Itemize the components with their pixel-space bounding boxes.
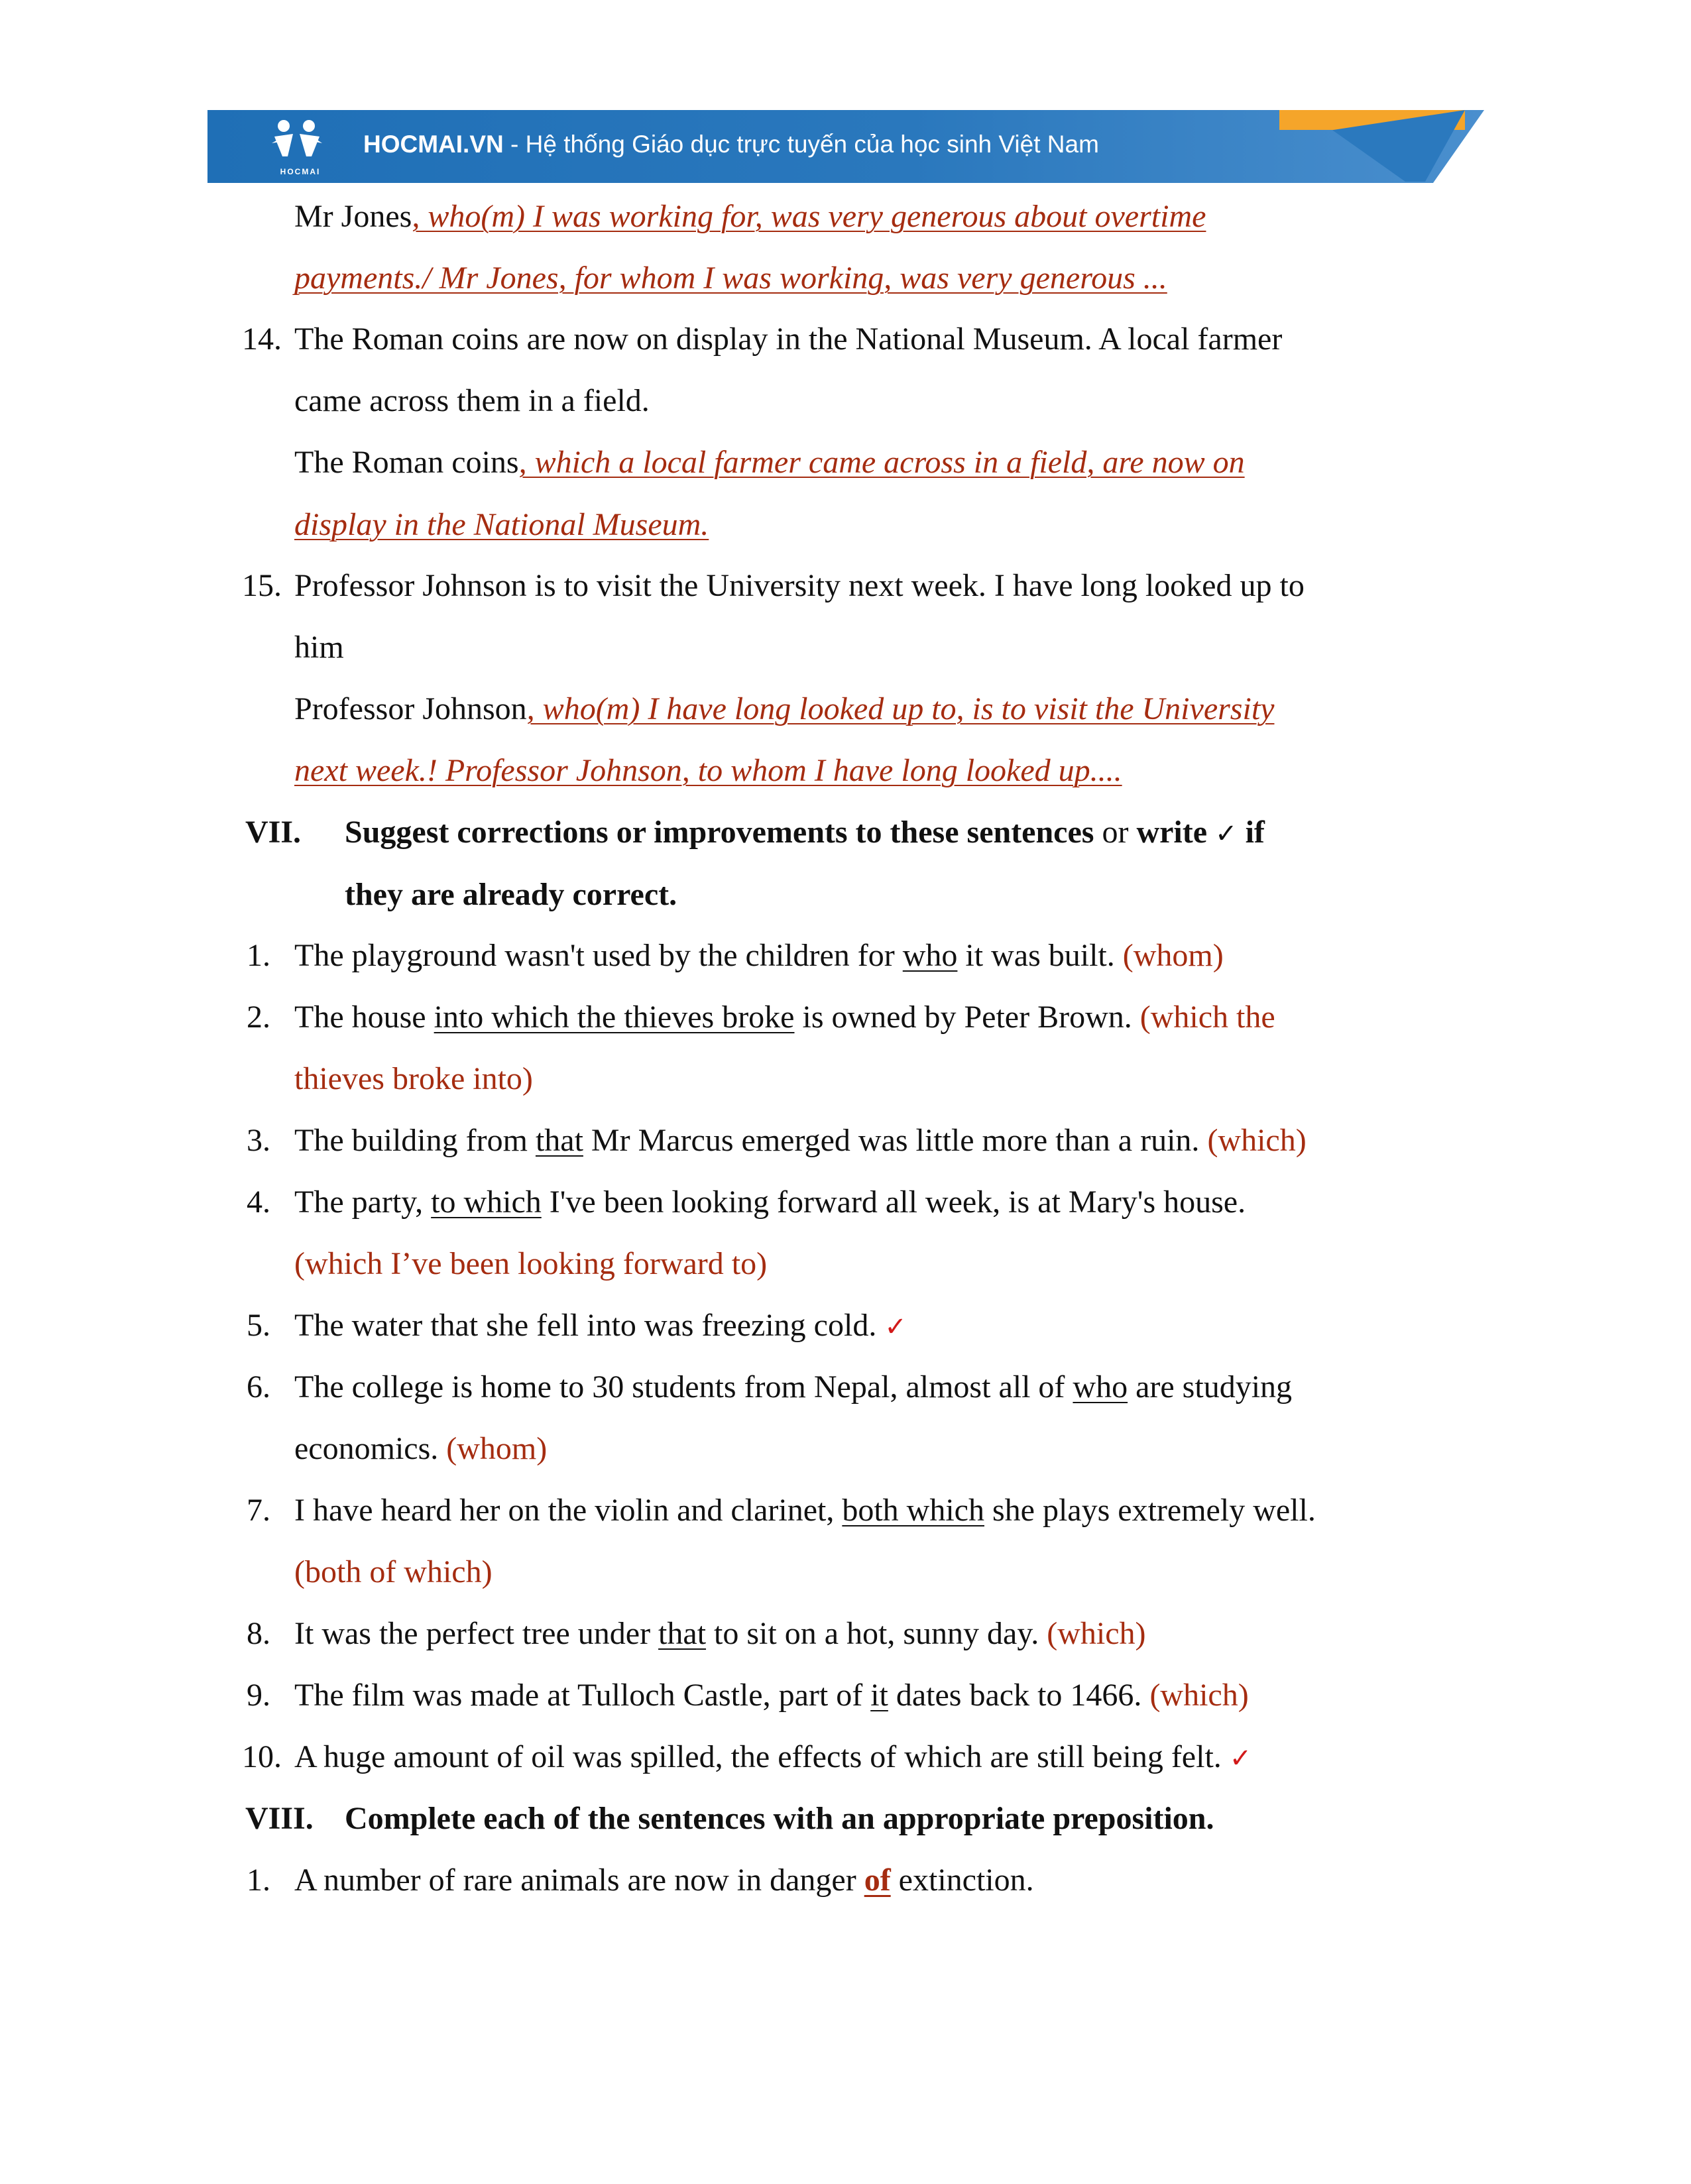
s7-item4-underlined: to which	[431, 1184, 542, 1220]
section7-title-line2: they are already correct.	[345, 877, 677, 912]
s7-item8-number: 8.	[247, 1616, 270, 1651]
section8-title: Complete each of the sentences with an appropriate preposition.	[345, 1801, 1214, 1836]
s7-item6-text-post: are studying	[1128, 1369, 1293, 1405]
s7-item4-text: The party,	[294, 1184, 432, 1220]
s8-item1-answer: of	[864, 1863, 891, 1898]
s7-item7-text: I have heard her on the violin and clarinet,	[294, 1493, 843, 1528]
item15-answer-line1	[294, 691, 1274, 728]
s7-item9-text: The film was made at Tulloch Castle, part of	[294, 1678, 871, 1713]
s7-item7-number: 7.	[247, 1493, 270, 1528]
item13-answer1: , who(m) I was working for, was very generous about overtime	[412, 199, 1206, 234]
s7-item6-text: The college is home to 30 students from Nepal, almost all of	[294, 1369, 1073, 1405]
item15-lead: Professor Johnson	[294, 691, 527, 726]
item14-question1: The Roman coins are now on display in the National Museum. A local farmer	[294, 321, 1283, 357]
s7-item9-number: 9.	[247, 1678, 270, 1713]
s7-item2-answer: (which the	[1139, 1000, 1275, 1035]
s7-item5-number: 5.	[247, 1308, 270, 1343]
s7-item3-text-post: Mr Marcus emerged was little more than a ruin.	[583, 1123, 1208, 1158]
s7-item10	[294, 1739, 1252, 1777]
s8-item1-number: 1.	[247, 1863, 270, 1898]
s7-item1-text: The playground wasn't used by the children for	[294, 938, 903, 973]
checkmark-icon: ✓	[1229, 1743, 1252, 1774]
s7-item6-cont	[294, 1430, 547, 1467]
s7-item1-underlined: who	[902, 938, 958, 973]
item13-answer2: payments./ Mr Jones, for whom I was working, was very generous ...	[294, 260, 1167, 296]
s7-item10-number: 10.	[242, 1739, 282, 1774]
s7-item7-text-post: she plays extremely well.	[984, 1493, 1316, 1528]
s7-item9-underlined: it	[870, 1678, 888, 1713]
s7-item8-underlined: that	[658, 1616, 707, 1651]
s7-item8	[294, 1615, 1146, 1652]
item14-answer-line2	[294, 506, 709, 544]
s7-item1-text-post: it was built.	[957, 938, 1123, 973]
s7-item1-answer: (whom)	[1122, 938, 1224, 973]
s7-item7	[294, 1492, 1316, 1529]
s7-item9-text-post: dates back to 1466.	[888, 1678, 1150, 1713]
logo-text: HOCMAI	[280, 167, 321, 176]
section7-title-write: write	[1136, 815, 1216, 850]
item14-answer-line1	[294, 444, 1245, 481]
s7-item9-answer: (which)	[1149, 1678, 1249, 1713]
section8-numeral: VIII.	[245, 1801, 314, 1836]
s7-item1-number: 1.	[247, 938, 270, 973]
checkmark-icon: ✓	[1215, 819, 1238, 849]
s7-item2-number: 2.	[247, 1000, 270, 1035]
item15-answer2: next week.! Professor Johnson, to whom I have long looked up....	[294, 753, 1122, 788]
item14-answer1: , which a local farmer came across in a field, are now on	[518, 445, 1245, 480]
s7-item10-text: A huge amount of oil was spilled, the effects of which are still being felt.	[294, 1739, 1230, 1774]
s7-item3-number: 3.	[247, 1123, 270, 1158]
brand-name: HOCMAI.VN	[363, 131, 504, 158]
s7-item4-answer: (which I’ve been looking forward to)	[294, 1246, 768, 1281]
s7-item9	[294, 1677, 1249, 1714]
s7-item6-answer: (whom)	[446, 1431, 548, 1466]
item14-answer2: display in the National Museum.	[294, 507, 709, 542]
s7-item6-underlined: who	[1073, 1369, 1128, 1405]
s7-item8-text: It was the perfect tree under	[294, 1616, 659, 1651]
item13-answer-line1	[294, 198, 1206, 235]
s7-item4-number: 4.	[247, 1184, 270, 1220]
s7-item2-text-post: is owned by Peter Brown.	[794, 1000, 1140, 1035]
s7-item7-answer: (both of which)	[294, 1554, 493, 1589]
s7-item2-underlined: into which the thieves broke	[434, 1000, 795, 1035]
item15-answer-line2	[294, 752, 1122, 789]
s7-item3-answer: (which)	[1207, 1123, 1307, 1158]
s8-item1-text-post: extinction.	[890, 1863, 1034, 1898]
s7-item6	[294, 1369, 1292, 1406]
item13-answer-line2	[294, 260, 1167, 297]
s7-item3-text: The building from	[294, 1123, 536, 1158]
s7-item3-underlined: that	[535, 1123, 583, 1158]
s8-item1-text: A number of rare animals are now in danger	[294, 1863, 864, 1898]
item15-question1: Professor Johnson is to visit the University next week. I have long looked up to	[294, 568, 1305, 603]
section7-title-or: or	[1094, 815, 1137, 850]
s7-item1	[294, 937, 1224, 974]
s7-item5-text: The water that she fell into was freezing cold.	[294, 1308, 885, 1343]
item14-question2: came across them in a field.	[294, 383, 650, 418]
s7-item8-text-post: to sit on a hot, sunny day.	[706, 1616, 1047, 1651]
s7-item3	[294, 1122, 1307, 1159]
s7-item7-underlined: both which	[842, 1493, 984, 1528]
s7-item8-answer: (which)	[1047, 1616, 1146, 1651]
s7-item4-text-post: I've been looking forward all week, is at Mary's house.	[541, 1184, 1246, 1220]
section7-title-a: Suggest corrections or improvements to these sentences	[345, 815, 1094, 850]
checkmark-icon: ✓	[884, 1312, 907, 1342]
section7-numeral: VII.	[245, 815, 302, 850]
item15-answer1: , who(m) I have long looked up to, is to visit the University	[526, 691, 1275, 726]
section7-title-if: if	[1237, 815, 1265, 850]
s7-item2	[294, 999, 1275, 1036]
item15-number: 15.	[242, 568, 282, 603]
s7-item2-text: The house	[294, 1000, 434, 1035]
s7-item4	[294, 1184, 1246, 1221]
section7-title-line1	[345, 814, 1265, 852]
item14-lead: The Roman coins	[294, 445, 519, 480]
s7-item5	[294, 1307, 907, 1346]
s7-item6-number: 6.	[247, 1369, 270, 1405]
brand-title	[363, 131, 1099, 158]
item13-lead: Mr Jones	[294, 199, 412, 234]
s7-item6-text-cont: economics.	[294, 1431, 447, 1466]
s8-item1	[294, 1862, 1034, 1899]
s7-item2-answer-cont: thieves broke into)	[294, 1061, 533, 1096]
item15-question2: him	[294, 630, 344, 665]
brand-tagline: - Hệ thống Giáo dục trực tuyến của học sinh Việt Nam	[503, 131, 1099, 158]
item14-number: 14.	[242, 321, 282, 357]
